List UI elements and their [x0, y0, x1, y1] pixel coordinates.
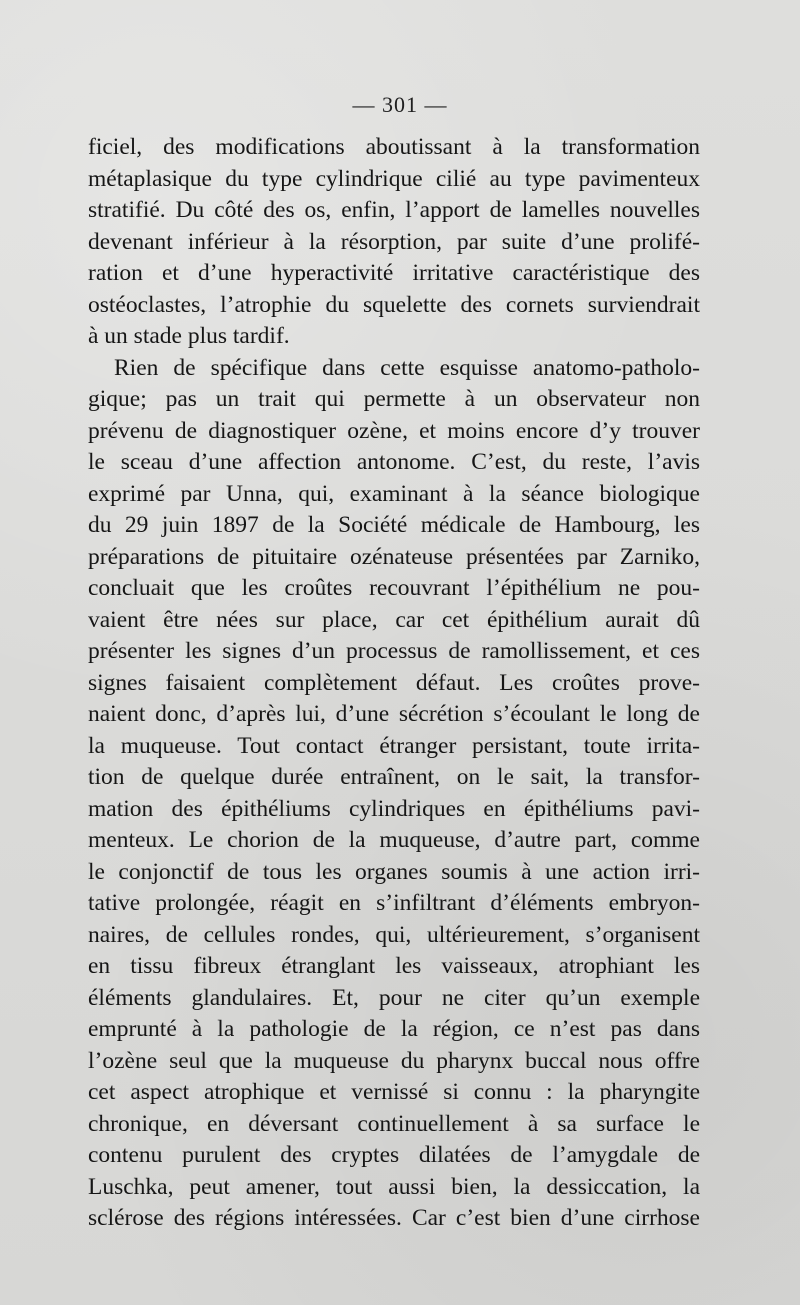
text-line: gique; pas un trait qui permette à un observateur non	[88, 386, 700, 412]
text-line: métaplasique du type cylindrique cilié au type pavimenteux	[88, 165, 700, 192]
text-line: signes faisaient complètement défaut. Les croûtes prove-	[88, 669, 700, 696]
text-line: chronique, en déversant continuellement à sa surface le	[88, 1110, 700, 1137]
text-line: tative prolongée, réagit en s’infiltrant d’éléments embryon-	[88, 890, 700, 916]
text-line: naient donc, d’après lui, d’une sécrétion s’écoulant le long de	[88, 701, 700, 727]
text-line: du 29 juin 1897 de la Société médicale de Hambourg, les	[88, 512, 700, 538]
text-line: le sceau d’une affection antonome. C’est, du reste, l’avis	[88, 449, 700, 475]
text-line: à un stade plus tardif.	[88, 323, 290, 349]
text-line: naires, de cellules rondes, qui, ultérieurement, s’organisent	[88, 921, 700, 948]
text-line: éléments glandulaires. Et, pour ne citer qu’un exemple	[88, 984, 700, 1011]
text-line: devenant inférieur à la résorption, par suite d’une prolifé-	[88, 228, 700, 255]
text-line: menteux. Le chorion de la muqueuse, d’autre part, comme	[88, 827, 700, 853]
text-line: concluait que les croûtes recouvrant l’épithélium ne pou-	[88, 575, 700, 601]
text-line: tion de quelque durée entraînent, on le sait, la transfor-	[88, 764, 700, 790]
text-line: sclérose des régions intéressées. Car c’est bien d’une cirrhose	[88, 1205, 700, 1231]
text-line: emprunté à la pathologie de la région, ce n’est pas dans	[88, 1016, 700, 1042]
text-line: stratifié. Du côté des os, enfin, l’apport de lamelles nouvelles	[88, 197, 700, 223]
text-line: ficiel, des modifications aboutissant à la transformation	[88, 134, 700, 160]
text-line: cet aspect atrophique et vernissé si connu : la pharyngite	[88, 1079, 700, 1105]
page-number: — 301 —	[352, 92, 448, 117]
text-line: contenu purulent des cryptes dilatées de l’amygdale de	[88, 1142, 700, 1168]
text-line: Rien de spécifique dans cette esquisse anatomo-patholo-	[114, 354, 700, 381]
text-line: Luschka, peut amener, tout aussi bien, la dessiccation, la	[88, 1173, 700, 1200]
text-line: ostéoclastes, l’atrophie du squelette des cornets surviendrait	[88, 291, 700, 318]
text-line: le conjonctif de tous les organes soumis à une action irri-	[88, 858, 700, 885]
text-line: mation des épithéliums cylindriques en épithéliums pavi-	[88, 795, 700, 822]
text-line: préparations de pituitaire ozénateuse présentées par Zarniko,	[88, 543, 700, 570]
text-line: vaient être nées sur place, car cet épithélium aurait dû	[88, 606, 700, 633]
body-text	[88, 132, 700, 1235]
text-line: exprimé par Unna, qui, examinant à la séance biologique	[88, 480, 700, 507]
text-line: présenter les signes d’un processus de ramollissement, et ces	[88, 638, 700, 664]
text-line: ration et d’une hyperactivité irritative caractéristique des	[88, 260, 700, 286]
text-line: la muqueuse. Tout contact étranger persistant, toute irrita-	[88, 732, 700, 759]
text-line: prévenu de diagnostiquer ozène, et moins encore d’y trouver	[88, 417, 700, 444]
text-line: en tissu fibreux étranglant les vaisseaux, atrophiant les	[88, 953, 700, 979]
text-line: l’ozène seul que la muqueuse du pharynx buccal nous offre	[88, 1047, 700, 1074]
